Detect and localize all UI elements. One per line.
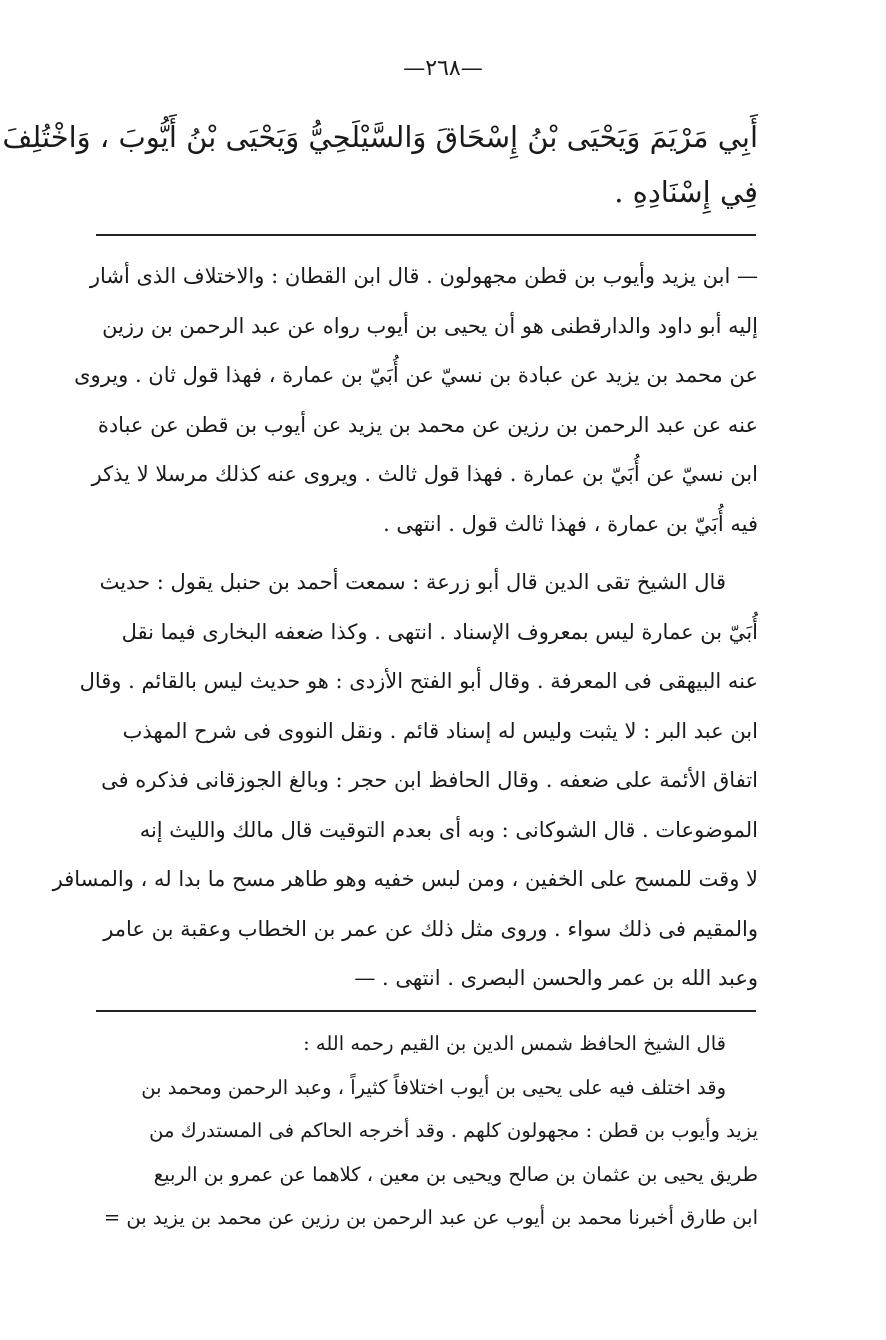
footnote (96, 1022, 758, 1240)
main-text-line: فِي إِسْنَادِهِ . (614, 175, 758, 209)
commentary-line: قال الشيخ تقى الدين قال أبو زرعة : سمعت أحمد بن حنبل يقول : حديث (99, 570, 726, 594)
commentary-paragraph (52, 558, 758, 1004)
commentary-paragraph (74, 252, 758, 549)
footnote-line: طريق يحيى بن عثمان بن صالح ويحيى بن معين ، كلاهما عن عمرو بن الربيع (153, 1162, 758, 1186)
commentary-line: ابن عبد البر : لا يثبت وليس له إسناد قائم . ونقل النووى فى شرح المهذب (122, 718, 758, 743)
commentary-line: إليه أبو داود والدارقطنى هو أن يحيى بن أيوب رواه عن عبد الرحمن بن رزين (102, 313, 758, 338)
commentary-line: عنه البيهقى فى المعرفة . وقال أبو الفتح الأزدى : هو حديث ليس بالقائم . وقال (79, 669, 758, 693)
commentary-line: لا وقت للمسح على الخفين ، ومن لبس خفيه وهو طاهر مسح ما بدا له ، والمسافر (52, 867, 758, 891)
commentary-line: أُبَيّ بن عمارة ليس بمعروف الإسناد . انتهى . وكذا ضعفه البخارى فيما نقل (121, 619, 758, 644)
main-text-line: أَبِي مَرْيَمَ وَيَحْيَى بْنُ إِسْحَاقَ وَالسَّيْلَحِيُّ وَيَحْيَى بْنُ أَيُّوبَ ، وَاخْتُلِفَ (2, 120, 758, 154)
commentary-line: — ابن يزيد وأيوب بن قطن مجهولون . قال ابن القطان : والاختلاف الذى أشار (89, 264, 758, 288)
footnote-line: قال الشيخ الحافظ شمس الدين بن القيم رحمه الله : (303, 1032, 726, 1055)
commentary-line: ابن نسيّ عن أُبَيّ بن عمارة . فهذا قول ثالث . ويروى عنه كذلك مرسلا لا يذكر (91, 462, 758, 486)
footnote-line: يزيد وأيوب بن قطن : مجهولون كلهم . وقد أخرجه الحاكم فى المستدرك من (149, 1119, 758, 1142)
commentary-line: عنه عن عبد الرحمن بن رزين عن محمد بن يزيد عن أيوب بن قطن عن عبادة (97, 412, 758, 437)
commentary-line: فيه أُبَيّ بن عمارة ، فهذا ثالث قول . انتهى . (383, 511, 758, 536)
main-text (2, 110, 758, 220)
footnote-line: وقد اختلف فيه على يحيى بن أيوب اختلافاً كثيراً ، وعبد الرحمن ومحمد بن (141, 1075, 726, 1099)
commentary-line: الموضوعات . قال الشوكانى : وبه أى بعدم التوقيت قال مالك والليث إنه (139, 817, 758, 842)
section-divider (96, 234, 756, 236)
commentary-line: والمقيم فى ذلك سواء . وروى مثل ذلك عن عمر بن الخطاب وعقبة بن عامر (103, 916, 758, 941)
commentary-line: اتفاق الأئمة على ضعفه . وقال الحافظ ابن حجر : وبالغ الجوزقانى فذكره فى (101, 768, 758, 792)
section-divider (96, 1010, 756, 1012)
footnote-line: ابن طارق أخبرنا محمد بن أيوب عن عبد الرحمن بن رزين عن محمد بن يزيد بن = (103, 1206, 758, 1229)
commentary-line: عن محمد بن يزيد عن عبادة بن نسيّ عن أُبَيّ بن عمارة ، فهذا قول ثان . ويروى (74, 363, 758, 387)
commentary-line: وعبد الله بن عمر والحسن البصرى . انتهى . — (354, 966, 758, 990)
page-number: —٢٦٨— (403, 56, 483, 81)
